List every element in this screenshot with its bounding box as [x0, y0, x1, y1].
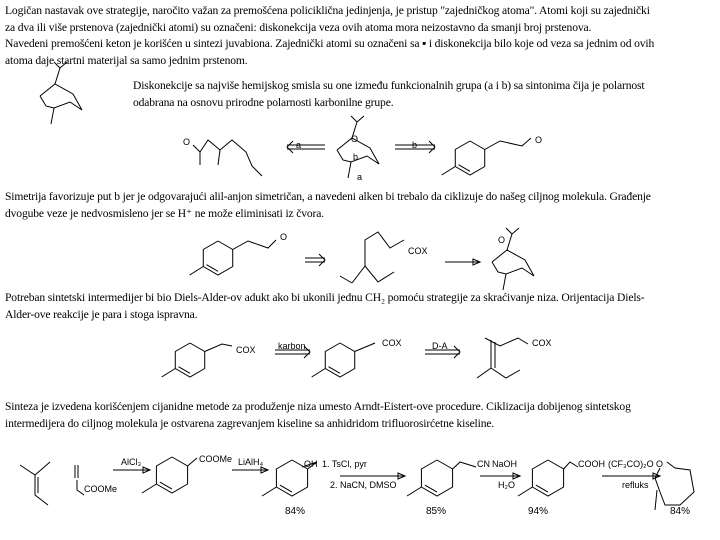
reagent-naoh: NaOH	[492, 459, 518, 469]
double-bond	[160, 482, 172, 489]
text-line: Diskonekcije sa najviše hemijskog smisla su one između funkcionalnih grupa (a i b) sa sintonima čija je polarnost	[133, 79, 645, 92]
methyl-bond	[442, 167, 456, 176]
arrow-label-karbon: karbon	[278, 341, 306, 351]
yield-label: 84%	[285, 506, 306, 517]
arrow-head	[287, 141, 293, 153]
methyl-bond	[518, 487, 532, 496]
arrow-head	[429, 141, 435, 153]
bridged-ketone-product	[660, 462, 694, 505]
cox-label: COX	[532, 338, 552, 348]
cyclohexene-ring	[455, 141, 484, 175]
carbonyl-bond	[54, 62, 60, 68]
cox-label: COX	[408, 246, 428, 256]
reagent-tscl: 1. TsCl, pyr	[322, 459, 367, 469]
text-line: atoma daje startni materijal sa samo jednim prstenom.	[5, 53, 248, 67]
cyclohexene-ring	[532, 460, 563, 496]
cyclohexene-ring	[325, 343, 354, 377]
text-line: intermedijera do ciljnog molekula je ostvarena zagrevanjem kiseline sa anhidridom trifluorosirćetne kiseline.	[5, 416, 495, 430]
bond-label-b: b	[353, 152, 359, 162]
bridged-ketone	[492, 250, 534, 276]
double-bond	[329, 367, 340, 374]
text-line: Simetrija favorizuje put b jer je odgovarajući alil-anjon simetričan, a navedeni alken bi trebalo da ciklizuje do našeg ciljnog molekula. Građenje	[5, 190, 651, 203]
methyl-bond	[190, 267, 204, 276]
double-bond	[179, 367, 190, 374]
alkene	[365, 266, 394, 282]
open-chain	[352, 232, 404, 283]
diene	[35, 475, 48, 505]
bond	[77, 480, 84, 495]
yield-label: 84%	[670, 506, 691, 517]
ester-label: COOMe	[84, 484, 118, 494]
text-line: Logičan nastavak ove strategije, naročito važan za premošćena policiklična jedinjenja, je pristup "zajedničkog atoma". Atomi koji su zajednički	[5, 4, 650, 17]
substituent-chain	[233, 240, 276, 250]
diene	[20, 462, 50, 475]
alcohol-label: OH	[304, 459, 318, 469]
text-line: za dva ili više prstenova (zajednički atomi) su označeni: diskonekcija veza ovih atoma mora neizostavno da smanji broj prstenova.	[5, 20, 592, 34]
acid-label: COOH	[578, 459, 605, 469]
methyl-bond	[142, 484, 156, 493]
bridged-ketone-figure	[40, 84, 82, 110]
bond	[340, 276, 352, 283]
double-bond	[536, 485, 548, 492]
oxygen-label: O	[656, 459, 664, 469]
text-line: Navedeni premošćeni keton je korišćen u sintezi juvabiona. Zajednički atomi su označeni sa ▪ i diskonekcija bilo koje od veza sa jednim od ovih	[5, 37, 655, 50]
bond	[655, 468, 660, 492]
arrow-label-b: b	[412, 140, 418, 150]
text-line: dvogube veze je nedvosmisleno jer se H⁺ ne može eliminisati iz čvora.	[5, 206, 325, 220]
ester-label: COOMe	[199, 454, 233, 464]
cox-label: COX	[382, 338, 402, 348]
cox-label: COX	[236, 345, 256, 355]
cyclohexene-ring	[203, 241, 232, 275]
arrow-head	[454, 346, 460, 358]
reagent-water: H₂O	[498, 480, 515, 490]
substituent-chain	[188, 458, 197, 466]
bond	[218, 150, 220, 165]
arrow-label-a: a	[296, 140, 302, 150]
oxygen-label: O	[498, 235, 506, 245]
reagent-tfaa: (CF₃CO)₂O	[608, 459, 654, 469]
arrow-head	[319, 254, 325, 266]
methyl-bond	[312, 369, 326, 378]
reagent-nacn: 2. NaCN, DMSO	[330, 480, 397, 490]
substituent-chain	[485, 138, 531, 150]
methyl-bond	[348, 162, 351, 178]
yield-label: 94%	[528, 506, 549, 517]
reagent-lialh4: LiAlH₄	[238, 457, 264, 467]
methyl-bond	[51, 108, 54, 124]
oxygen-label: O	[183, 137, 191, 147]
methyl-bond	[655, 490, 657, 510]
double-bond	[280, 485, 292, 492]
methyl-bond	[162, 369, 176, 378]
substituent-chain	[355, 343, 375, 352]
methyl-bond	[407, 487, 421, 496]
diene	[477, 340, 491, 378]
cyclohexene-ring	[421, 460, 452, 496]
diene	[491, 368, 520, 378]
double-bond	[459, 165, 470, 172]
double-bond	[425, 485, 437, 492]
yield-label: 85%	[426, 506, 447, 517]
double-bond	[207, 265, 218, 272]
cyclohexene-ring	[276, 460, 307, 496]
substituent-chain	[453, 462, 476, 469]
text-line: odabrana na osnovu prirodne polarnosti karbonilne grupe.	[133, 95, 394, 109]
oxygen-label: O	[351, 134, 359, 144]
text-line: Potreban sintetski intermedijer bi bio Diels-Alder-ov adukt ako bi ukonili jednu CH₂ pomoću strategije za skraćivanje niza. Orijentacija Diels-	[5, 291, 645, 304]
reagent-alcl3: AlCl₃	[121, 457, 142, 467]
open-chain	[193, 140, 262, 176]
substituent-chain	[205, 344, 232, 352]
cyclohexene-ring	[175, 343, 204, 377]
arrow-label-diels-alder: D-A	[432, 341, 448, 351]
carbonyl-bond	[351, 116, 357, 122]
carbonyl-bond	[506, 228, 512, 234]
nitrile-label: CN	[477, 459, 490, 469]
bond-label-a: a	[357, 172, 363, 182]
substituent-chain	[564, 462, 578, 469]
text-line: Alder-ove reakcije je para i stoga ispravna.	[5, 307, 198, 321]
oxygen-label: O	[535, 135, 543, 145]
reagent-reflux: refluks	[622, 480, 649, 490]
methyl-bond	[262, 487, 276, 496]
cyclohexene-ring	[156, 457, 187, 493]
text-line: Sinteza je izvedena korišćenjem cijanidne metode za produženje niza umesto Arndt-Eistert-ove procedure. Ciklizacija dobijenog sintetskog	[5, 400, 631, 413]
methyl-bond	[503, 274, 506, 290]
oxygen-label: O	[280, 232, 288, 242]
